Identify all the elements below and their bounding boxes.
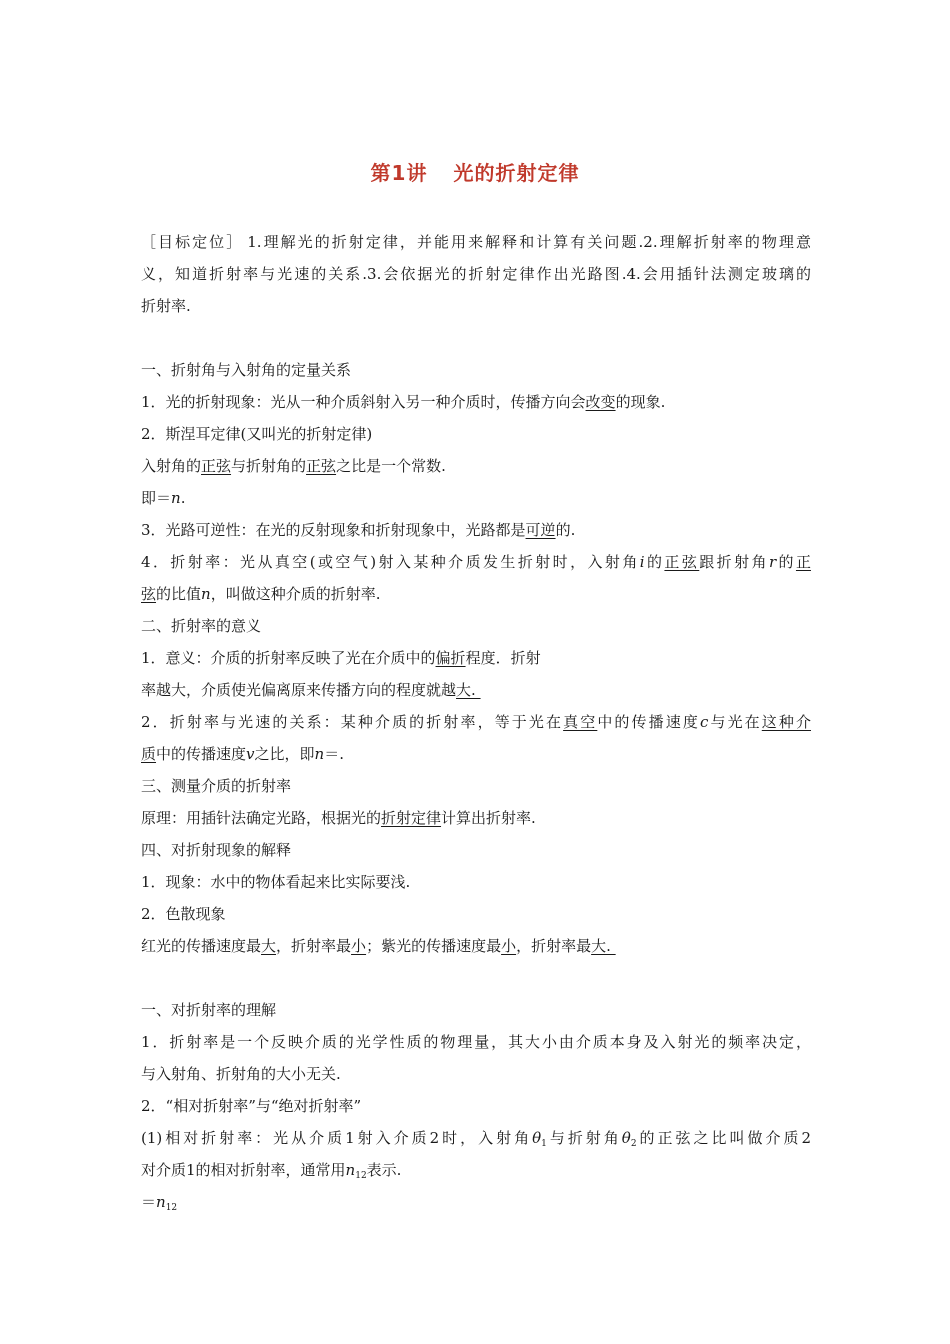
- section-heading: 一、对折射率的理解: [141, 1001, 277, 1019]
- answer-blank: 正弦: [306, 457, 337, 475]
- goal-line-1: ［目标定位］ 1.理解光的折射定律，并能用来解释和计算有关问题.2.理解折射率的物理意: [141, 233, 811, 251]
- paragraph: 质中的传播速度v之比，即n＝.: [141, 745, 344, 763]
- section-heading: 三、测量介质的折射率: [141, 777, 292, 795]
- goal-label: ［目标定位］: [141, 233, 244, 251]
- answer-blank: 折射定律: [381, 809, 442, 827]
- paragraph: 1．现象：水中的物体看起来比实际要浅.: [141, 873, 411, 891]
- answer-blank: 大.: [591, 937, 616, 955]
- section-heading: 四、对折射现象的解释: [141, 841, 292, 859]
- answer-blank: 这种介: [761, 713, 811, 731]
- answer-blank: 偏折: [435, 649, 466, 667]
- paragraph: 原理：用插针法确定光路，根据光的折射定律计算出折射率.: [141, 809, 536, 827]
- goal-line-3: 折射率.: [141, 297, 191, 315]
- goal-line-2: 义，知道折射率与光速的关系.3.会依据光的折射定律作出光路图.4.会用插针法测定玻璃的: [141, 265, 811, 283]
- page-title: [0, 157, 950, 186]
- paragraph: 弦的比值n，叫做这种介质的折射率.: [141, 585, 381, 603]
- answer-blank: 小: [351, 937, 367, 955]
- lecture-number: 第1讲: [370, 161, 428, 185]
- paragraph: 2．折射率与光速的关系：某种介质的折射率，等于光在真空中的传播速度c与光在这种介: [141, 713, 811, 731]
- answer-blank: 大.: [456, 681, 481, 699]
- paragraph: (1)相对折射率：光从介质1射入介质2时，入射角$\theta_1$与折射角$\theta_2$的正弦之比叫做介质2: [141, 1129, 811, 1149]
- answer-blank: 弦: [141, 585, 157, 603]
- answer-blank: 改变: [585, 393, 616, 411]
- answer-blank: 大: [261, 937, 277, 955]
- paragraph: 红光的传播速度最大，折射率最小；紫光的传播速度最小，折射率最大.: [141, 937, 616, 955]
- answer-blank: 正弦: [664, 553, 700, 571]
- answer-blank: 真空: [563, 713, 598, 731]
- paragraph: 1．意义：介质的折射率反映了光在介质中的偏折程度．折射: [141, 649, 541, 667]
- paragraph: 2．斯涅耳定律(又叫光的折射定律): [141, 425, 373, 443]
- paragraph: 2．色散现象: [141, 905, 226, 923]
- formula-line: $=n_{12}$: [141, 1193, 178, 1213]
- paragraph: 4．折射率：光从真空(或空气)射入某种介质发生折射时，入射角i的正弦跟折射角r的正: [141, 553, 811, 571]
- lecture-title: 光的折射定律: [453, 161, 580, 185]
- answer-blank: 正: [795, 553, 811, 571]
- answer-blank: 质: [141, 745, 157, 763]
- paragraph: 率越大，介质使光偏离原来传播方向的程度就越大.: [141, 681, 481, 699]
- paragraph: 2．“相对折射率”与“绝对折射率”: [141, 1097, 362, 1115]
- section-heading: 二、折射率的意义: [141, 617, 262, 635]
- answer-blank: 正弦: [201, 457, 232, 475]
- paragraph: 1．折射率是一个反映介质的光学性质的物理量，其大小由介质本身及入射光的频率决定，: [141, 1033, 811, 1051]
- paragraph: 与入射角、折射角的大小无关.: [141, 1065, 341, 1083]
- document-body: [141, 226, 811, 1218]
- section-heading: 一、折射角与入射角的定量关系: [141, 361, 352, 379]
- formula-line: 即＝n.: [141, 489, 186, 507]
- answer-blank: 小: [501, 937, 517, 955]
- paragraph: 1．光的折射现象：光从一种介质斜射入另一种介质时，传播方向会改变的现象.: [141, 393, 666, 411]
- answer-blank: 可逆: [525, 521, 556, 539]
- paragraph: 3．光路可逆性：在光的反射现象和折射现象中，光路都是可逆的.: [141, 521, 576, 539]
- paragraph: 对介质1的相对折射率，通常用$n_{12}$表示.: [141, 1161, 402, 1181]
- paragraph: 入射角的正弦与折射角的正弦之比是一个常数.: [141, 457, 446, 475]
